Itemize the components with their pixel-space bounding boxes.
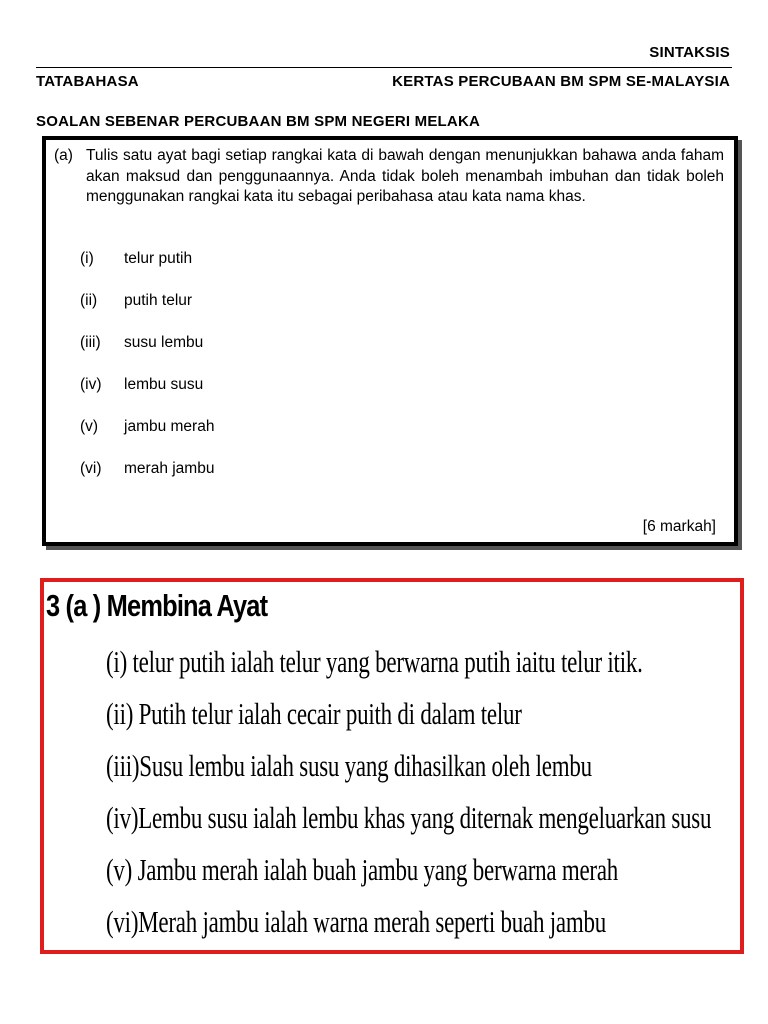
- answer-line: (v) Jambu merah ialah buah jambu yang berwarna merah: [106, 852, 619, 887]
- answer-line: (iv)Lembu susu ialah lembu khas yang diternak mengeluarkan susu: [106, 800, 712, 835]
- item-number: (ii): [80, 292, 98, 309]
- answer-box: [40, 578, 744, 954]
- question-item: [80, 376, 203, 394]
- item-text: merah jambu: [124, 460, 215, 477]
- question-item: [80, 418, 214, 436]
- item-text: jambu merah: [124, 418, 215, 435]
- question-item: [80, 292, 192, 310]
- marks-label: [6 markah]: [642, 518, 716, 535]
- item-text: telur putih: [124, 250, 193, 267]
- question-box: [42, 136, 738, 546]
- answer-title: 3 (a ) Membina Ayat: [46, 588, 268, 623]
- answer-line: (vi)Merah jambu ialah warna merah seperti buah jambu: [106, 904, 606, 939]
- item-text: lembu susu: [124, 376, 204, 393]
- section-heading: SOALAN SEBENAR PERCUBAAN BM SPM NEGERI MELAKA: [36, 113, 481, 130]
- question-item: [80, 334, 203, 352]
- item-text: putih telur: [124, 292, 193, 309]
- item-number: (iii): [80, 334, 101, 351]
- header-kertas: KERTAS PERCUBAAN BM SPM SE-MALAYSIA: [392, 73, 730, 90]
- question-instruction: [54, 146, 724, 208]
- question-label: (a): [54, 147, 73, 164]
- item-text: susu lembu: [124, 334, 204, 351]
- header-tatabahasa: TATABAHASA: [36, 73, 139, 90]
- item-number: (vi): [80, 460, 102, 477]
- header-divider: [36, 67, 732, 68]
- answer-line: (iii)Susu lembu ialah susu yang dihasilkan oleh lembu: [106, 748, 592, 783]
- answer-line: (ii) Putih telur ialah cecair puith di dalam telur: [106, 696, 522, 731]
- question-item: [80, 250, 192, 268]
- item-number: (i): [80, 250, 94, 267]
- question-item: [80, 460, 214, 478]
- item-number: (v): [80, 418, 99, 435]
- answer-line: (i) telur putih ialah telur yang berwarna putih iaitu telur itik.: [106, 644, 643, 679]
- header-sintaksis: SINTAKSIS: [649, 44, 730, 61]
- question-body: Tulis satu ayat bagi setiap rangkai kata di bawah dengan menunjukkan bahawa anda faham akan maksud dan penggunaannya. Anda tidak boleh menambah imbuhan dan tidak boleh menggunakan rangkai kata itu sebagai peribahasa atau kata nama khas.: [86, 147, 724, 205]
- item-number: (iv): [80, 376, 102, 393]
